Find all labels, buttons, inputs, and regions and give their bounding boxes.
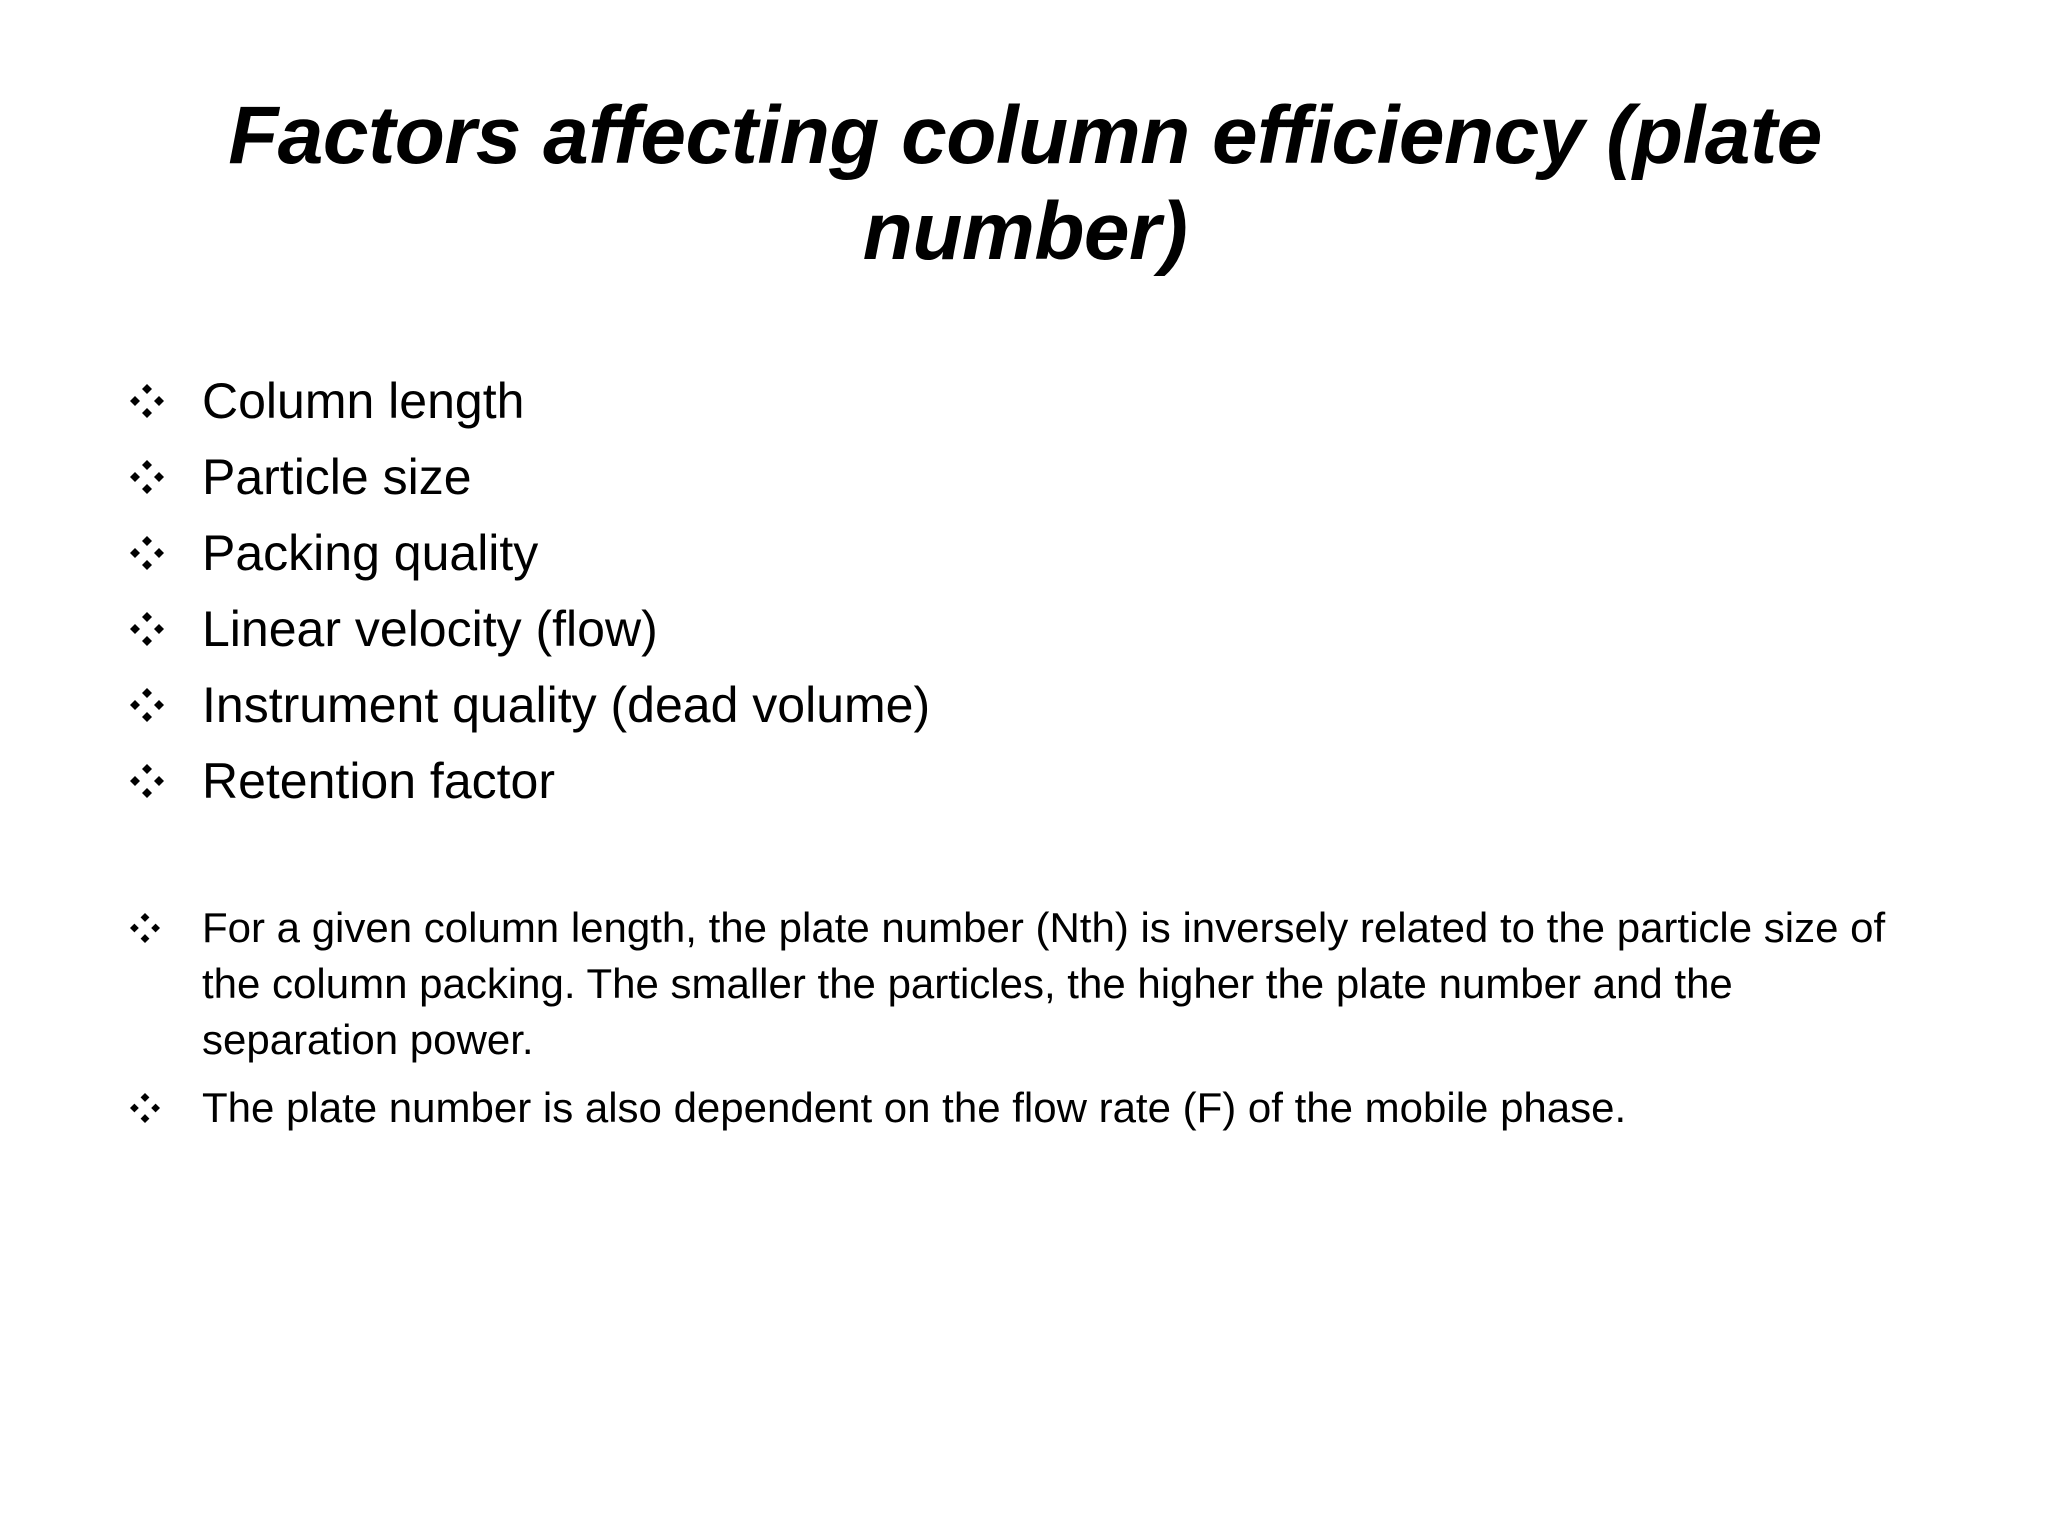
diamond-bullet-icon <box>130 900 202 956</box>
diamond-bullet-icon <box>130 596 202 662</box>
diamond-bullet-icon <box>130 520 202 586</box>
note-list <box>130 900 1930 1148</box>
diamond-bullet-icon <box>130 748 202 814</box>
list-item <box>130 900 1930 1068</box>
list-item <box>130 444 1930 520</box>
note-text: For a given column length, the plate number (Nth) is inversely related to the particle size of the column packing. The smaller the particles, the higher the plate number and the separation power. <box>202 904 1886 1063</box>
factor-text: Retention factor <box>202 753 555 809</box>
list-item <box>130 1080 1930 1136</box>
diamond-bullet-icon <box>130 672 202 738</box>
factor-text: Column length <box>202 373 525 429</box>
diamond-bullet-icon <box>130 444 202 510</box>
list-item <box>130 672 1930 748</box>
diamond-bullet-icon <box>130 1080 202 1136</box>
list-item <box>130 748 1930 824</box>
slide-title: Factors affecting column efficiency (plate number) <box>228 90 1822 277</box>
factor-text: Linear velocity (flow) <box>202 601 658 657</box>
list-item <box>130 520 1930 596</box>
factor-text: Packing quality <box>202 525 539 581</box>
list-item <box>130 596 1930 672</box>
note-text: The plate number is also dependent on the flow rate (F) of the mobile phase. <box>202 1084 1627 1131</box>
diamond-bullet-icon <box>130 368 202 434</box>
factor-text: Instrument quality (dead volume) <box>202 677 931 733</box>
factor-text: Particle size <box>202 449 472 505</box>
list-item <box>130 368 1930 444</box>
factor-list <box>130 368 1930 824</box>
